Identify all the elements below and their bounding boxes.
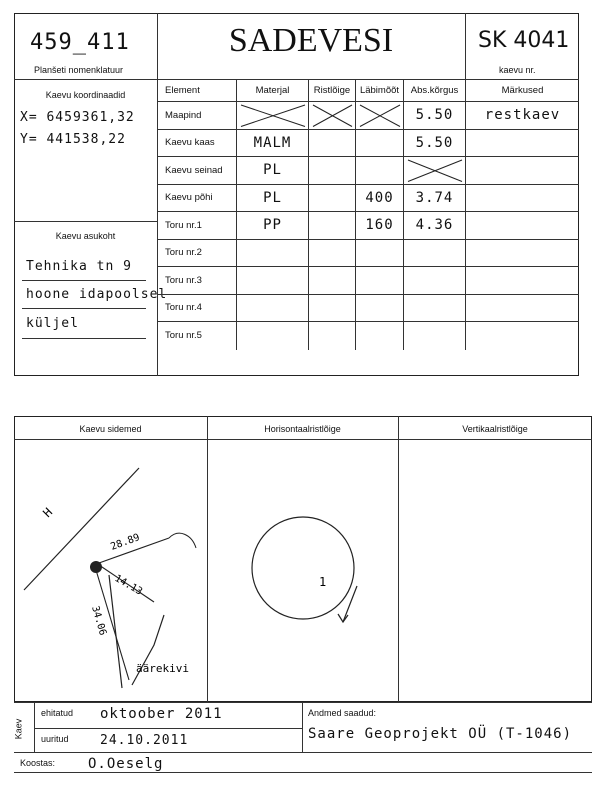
table-cell-markused [466, 322, 579, 350]
footer-last-line [14, 772, 592, 773]
row-label: Toru nr.4 [165, 302, 202, 314]
compiled-label: Koostas: [20, 758, 56, 768]
footer-divider-1 [34, 702, 35, 752]
ties-label: Kaevu sidemed [79, 424, 142, 434]
table-cell-markused [466, 295, 579, 323]
table-cell-abs [404, 130, 466, 158]
curb-label: äärekivi [136, 662, 189, 675]
col-header-element: Element [157, 79, 237, 102]
cell-value: PP [263, 217, 282, 234]
table-cell-abs [404, 102, 466, 130]
table-cell-materjal [237, 295, 309, 323]
table-cell-materjal [237, 157, 309, 185]
table-cell-element [157, 240, 237, 268]
table-cell-labimoot [356, 157, 404, 185]
nomenclature-value: 459_411 [30, 30, 130, 55]
row-label: Toru nr.3 [165, 274, 202, 286]
not-applicable-cross [404, 157, 466, 185]
page-title: SADEVESI [228, 22, 394, 59]
cell-value: 5.50 [415, 107, 454, 124]
tie-dim-3: 34.06 [89, 604, 108, 637]
footer-bottom-line [14, 752, 592, 753]
tie-dim-2: 14.13 [112, 573, 145, 598]
horizontal-section-label: Horisontaalristlõige [264, 424, 341, 434]
cell-value: PL [263, 162, 282, 179]
surveyed-value: 24.10.2011 [100, 733, 189, 748]
row-label: Kaevu kaas [165, 137, 215, 149]
element-table [157, 79, 579, 376]
compiled-value: O.Oeselg [88, 756, 164, 772]
not-applicable-cross [356, 102, 404, 130]
table-cell-abs [404, 157, 466, 185]
table-cell-materjal [237, 240, 309, 268]
ties-sketch [14, 440, 207, 702]
building-mark: H [40, 505, 56, 521]
location-label: Kaevu asukoht [55, 231, 116, 241]
cell-value: 400 [365, 189, 394, 206]
vertical-section-label: Vertikaalristlõige [462, 424, 528, 434]
table-cell-labimoot [356, 185, 404, 213]
table-cell-ristloige [309, 102, 356, 130]
well-plan-circle [252, 517, 354, 619]
location-line [22, 308, 146, 309]
cell-value: 3.74 [415, 189, 454, 206]
vdivider-right [465, 13, 466, 79]
cell-value: 5.50 [415, 134, 454, 151]
row-label: Toru nr.5 [165, 330, 202, 342]
row-label: Maapind [165, 109, 202, 121]
table-cell-abs [404, 212, 466, 240]
table-cell-ristloige [309, 212, 356, 240]
surveyed-label: uuritud [41, 734, 69, 744]
coordinates-label: Kaevu koordinaadid [45, 90, 126, 100]
table-cell-labimoot [356, 130, 404, 158]
row-label: Toru nr.1 [165, 219, 202, 231]
table-cell-materjal [237, 185, 309, 213]
row-label: Toru nr.2 [165, 247, 202, 259]
table-cell-ristloige [309, 295, 356, 323]
table-cell-markused [466, 185, 579, 213]
table-cell-labimoot [356, 267, 404, 295]
col-header-ristloige: Ristlõige [309, 79, 356, 102]
row-label: Kaevu seinad [165, 164, 223, 176]
sketch-divider-2 [398, 416, 399, 702]
table-cell-element [157, 185, 237, 213]
tie-line-1-end [169, 533, 196, 548]
nomenclature-label: Planšeti nomenklatuur [34, 65, 124, 75]
not-applicable-cross [309, 102, 356, 130]
well-symbol [90, 561, 102, 573]
table-cell-markused [466, 212, 579, 240]
table-cell-element [157, 130, 237, 158]
cell-value: 160 [365, 217, 394, 234]
coordinate-x: X= 6459361,32 [20, 110, 135, 125]
col-header-labimoot: Läbimõõt [356, 79, 404, 102]
cell-value: 4.36 [415, 217, 454, 234]
table-cell-abs [404, 322, 466, 350]
table-cell-markused [466, 240, 579, 268]
footer-divider-2 [302, 702, 303, 752]
location-line-2: hoone idapoolsel [26, 287, 168, 302]
table-cell-labimoot [356, 295, 404, 323]
not-applicable-cross [237, 102, 309, 130]
table-cell-markused [466, 267, 579, 295]
table-cell-ristloige [309, 322, 356, 350]
table-cell-labimoot [356, 212, 404, 240]
table-cell-markused [466, 130, 579, 158]
row-label: Kaevu põhi [165, 192, 213, 204]
horizontal-section-sketch [207, 440, 398, 702]
table-cell-abs [404, 295, 466, 323]
table-cell-ristloige [309, 130, 356, 158]
table-cell-abs [404, 240, 466, 268]
table-cell-element [157, 295, 237, 323]
table-cell-element [157, 212, 237, 240]
curb-line [109, 575, 122, 688]
col-header-materjal: Materjal [237, 79, 309, 102]
flow-mark: 1 [319, 575, 327, 589]
table-cell-materjal [237, 322, 309, 350]
cell-value: restkaev [484, 107, 561, 124]
footer-side-label: Kaev [13, 718, 24, 740]
location-line-3: küljel [26, 316, 79, 331]
table-cell-abs [404, 185, 466, 213]
table-cell-markused [466, 102, 579, 130]
table-cell-materjal [237, 102, 309, 130]
table-cell-materjal [237, 130, 309, 158]
built-value: oktoober 2011 [100, 706, 223, 722]
location-divider [14, 221, 157, 222]
col-header-markused: Märkused [466, 79, 579, 102]
table-cell-ristloige [309, 157, 356, 185]
footer-top-line [14, 702, 592, 703]
table-cell-ristloige [309, 185, 356, 213]
col-header-abs: Abs.kõrgus [404, 79, 466, 102]
table-cell-ristloige [309, 240, 356, 268]
source-label: Andmed saadud: [308, 708, 377, 718]
well-number-label: kaevu nr. [499, 65, 536, 75]
tie-dim-1: 28.89 [109, 532, 142, 553]
location-line-1: Tehnika tn 9 [26, 259, 132, 274]
table-cell-element [157, 102, 237, 130]
table-cell-labimoot [356, 322, 404, 350]
built-label: ehitatud [41, 708, 74, 718]
cell-value: MALM [253, 134, 292, 151]
building-wall-line [24, 468, 142, 590]
location-line [22, 280, 146, 281]
location-line [22, 338, 146, 339]
coordinate-y: Y= 441538,22 [20, 132, 126, 147]
cell-value: PL [263, 189, 282, 206]
well-number-value: SK 4041 [478, 28, 570, 53]
footer-mid-line [34, 728, 302, 729]
table-cell-labimoot [356, 240, 404, 268]
source-value: Saare Geoprojekt OÜ (T-1046) [308, 726, 573, 742]
flow-arrow [343, 586, 357, 622]
table-cell-labimoot [356, 102, 404, 130]
table-cell-markused [466, 157, 579, 185]
table-cell-materjal [237, 212, 309, 240]
table-cell-abs [404, 267, 466, 295]
table-cell-element [157, 157, 237, 185]
table-cell-element [157, 322, 237, 350]
table-cell-materjal [237, 267, 309, 295]
table-cell-ristloige [309, 267, 356, 295]
table-cell-element [157, 267, 237, 295]
